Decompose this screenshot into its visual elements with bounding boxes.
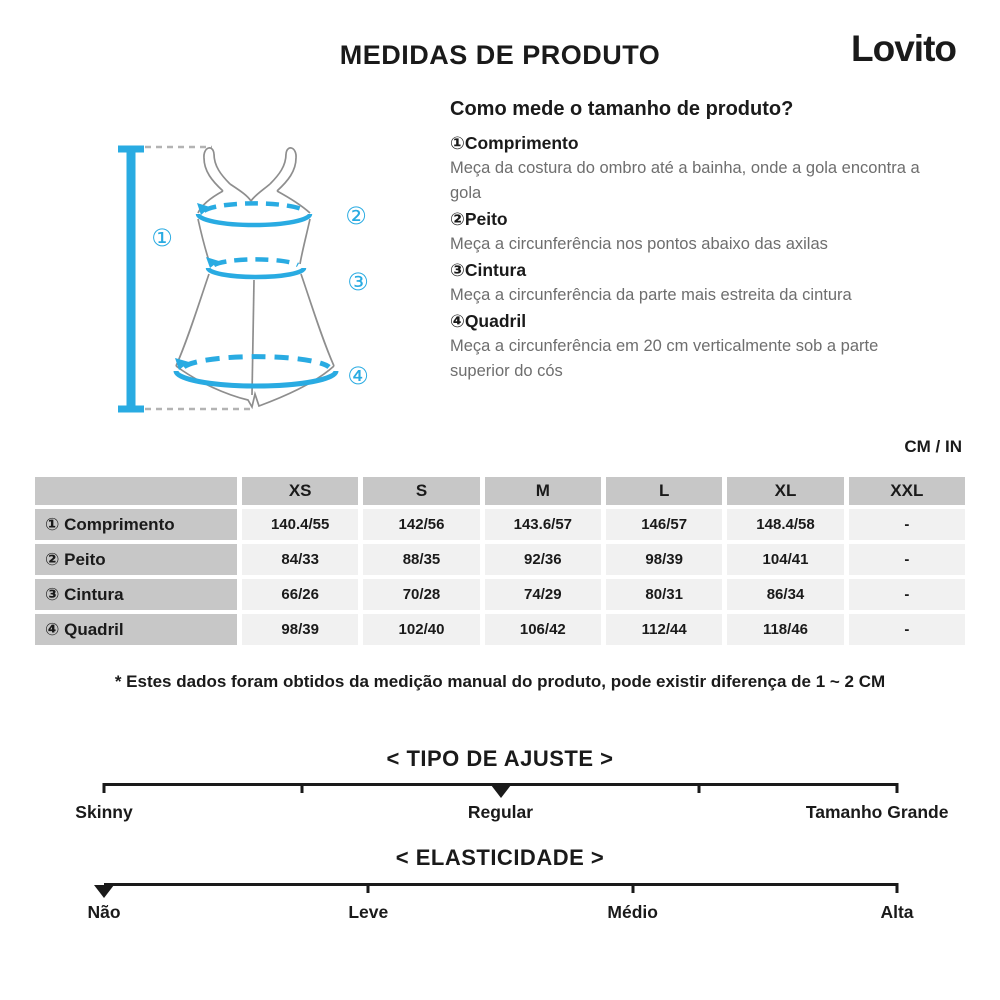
instruction-desc: Meça a circunferência da parte mais estreita da cintura bbox=[450, 286, 852, 304]
size-cell: 142/56 bbox=[363, 509, 479, 540]
size-cell: 102/40 bbox=[363, 614, 479, 645]
page-title: MEDIDAS DE PRODUTO bbox=[339, 40, 661, 70]
scale-tick bbox=[103, 783, 106, 793]
size-cell: - bbox=[849, 509, 965, 540]
garment-diagram bbox=[80, 125, 430, 425]
size-cell: 86/34 bbox=[727, 579, 843, 610]
instruction-desc: Meça da costura do ombro até a bainha, onde a gola encontra a gola bbox=[450, 159, 920, 202]
size-cell: 74/29 bbox=[485, 579, 601, 610]
measurement-arrowheads bbox=[175, 203, 219, 370]
size-cell: 148.4/58 bbox=[727, 509, 843, 540]
size-cell: 66/26 bbox=[242, 579, 358, 610]
instruction-item-peito bbox=[450, 206, 920, 257]
size-cell: 88/35 bbox=[363, 544, 479, 575]
elasticity-label-alta: Alta bbox=[880, 902, 914, 922]
elasticity-marker-icon bbox=[94, 885, 114, 898]
measure-instructions bbox=[450, 98, 920, 384]
instruction-desc: Meça a circunferência em 20 cm verticalmente sob a parte superior do cós bbox=[450, 337, 879, 380]
instruction-label: ①Comprimento bbox=[450, 133, 579, 153]
column-header-xxl: XXL bbox=[849, 477, 965, 505]
scale-tick bbox=[631, 883, 634, 893]
size-cell: 112/44 bbox=[606, 614, 722, 645]
column-header-l: L bbox=[606, 477, 722, 505]
instructions-heading: Como mede o tamanho de produto? bbox=[450, 98, 794, 120]
scale-tick bbox=[301, 783, 304, 793]
elasticity-scale-labels bbox=[87, 902, 914, 924]
diagram-marker-4-icon: ④ bbox=[347, 362, 369, 390]
fit-scale-title: < TIPO DE AJUSTE > bbox=[386, 746, 614, 771]
row-label-comprimento: ① Comprimento bbox=[35, 509, 237, 540]
size-cell: 80/31 bbox=[606, 579, 722, 610]
row-label-cintura: ③ Cintura bbox=[35, 579, 237, 610]
elasticity-scale-line bbox=[104, 883, 897, 886]
column-header-xs: XS bbox=[242, 477, 358, 505]
size-table bbox=[35, 477, 965, 645]
row-label-peito: ② Peito bbox=[35, 544, 237, 575]
column-header-xl: XL bbox=[727, 477, 843, 505]
instruction-label: ②Peito bbox=[450, 209, 508, 229]
diagram-marker-1-icon: ① bbox=[151, 224, 173, 252]
size-cell: - bbox=[849, 579, 965, 610]
size-cell: 140.4/55 bbox=[242, 509, 358, 540]
scale-tick bbox=[896, 883, 899, 893]
size-cell: 104/41 bbox=[727, 544, 843, 575]
size-cell: 92/36 bbox=[485, 544, 601, 575]
table-corner-cell bbox=[35, 477, 237, 505]
size-cell: - bbox=[849, 614, 965, 645]
elasticity-scale-title: < ELASTICIDADE > bbox=[395, 845, 605, 870]
lovito-logo: Lovito bbox=[851, 28, 956, 69]
elasticity-label-leve: Leve bbox=[348, 902, 389, 922]
fit-label-tamanho-grande: Tamanho Grande bbox=[805, 802, 949, 822]
measurement-footnote: * Estes dados foram obtidos da medição manual do produto, pode existir diferença de 1 ~ 2 CM bbox=[114, 672, 886, 691]
instruction-item-cintura bbox=[450, 257, 920, 308]
diagram-marker-3-icon: ③ bbox=[347, 268, 369, 296]
diagram-marker-2-icon: ② bbox=[345, 202, 367, 230]
instruction-label: ③Cintura bbox=[450, 260, 527, 280]
instruction-label: ④Quadril bbox=[450, 311, 527, 331]
size-cell: 84/33 bbox=[242, 544, 358, 575]
scale-tick bbox=[367, 883, 370, 893]
units-label: CM / IN bbox=[904, 437, 962, 456]
instruction-item-comprimento bbox=[450, 130, 920, 206]
length-measure-bar bbox=[118, 149, 144, 409]
instruction-desc: Meça a circunferência nos pontos abaixo das axilas bbox=[450, 235, 828, 253]
fit-scale-labels bbox=[75, 802, 949, 824]
fit-label-skinny: Skinny bbox=[75, 802, 133, 822]
fit-label-regular: Regular bbox=[467, 802, 534, 822]
elasticity-label-nao: Não bbox=[87, 902, 121, 922]
row-label-quadril: ④ Quadril bbox=[35, 614, 237, 645]
column-header-m: M bbox=[485, 477, 601, 505]
size-cell: 106/42 bbox=[485, 614, 601, 645]
column-header-s: S bbox=[363, 477, 479, 505]
size-cell: 143.6/57 bbox=[485, 509, 601, 540]
size-cell: 98/39 bbox=[242, 614, 358, 645]
instruction-item-quadril bbox=[450, 308, 920, 384]
size-cell: - bbox=[849, 544, 965, 575]
fit-scale-line bbox=[104, 783, 897, 786]
size-cell: 70/28 bbox=[363, 579, 479, 610]
scale-tick bbox=[697, 783, 700, 793]
size-cell: 118/46 bbox=[727, 614, 843, 645]
scale-tick bbox=[896, 783, 899, 793]
fit-marker-icon bbox=[491, 785, 511, 798]
size-cell: 98/39 bbox=[606, 544, 722, 575]
elasticity-label-medio: Médio bbox=[607, 902, 658, 922]
size-cell: 146/57 bbox=[606, 509, 722, 540]
